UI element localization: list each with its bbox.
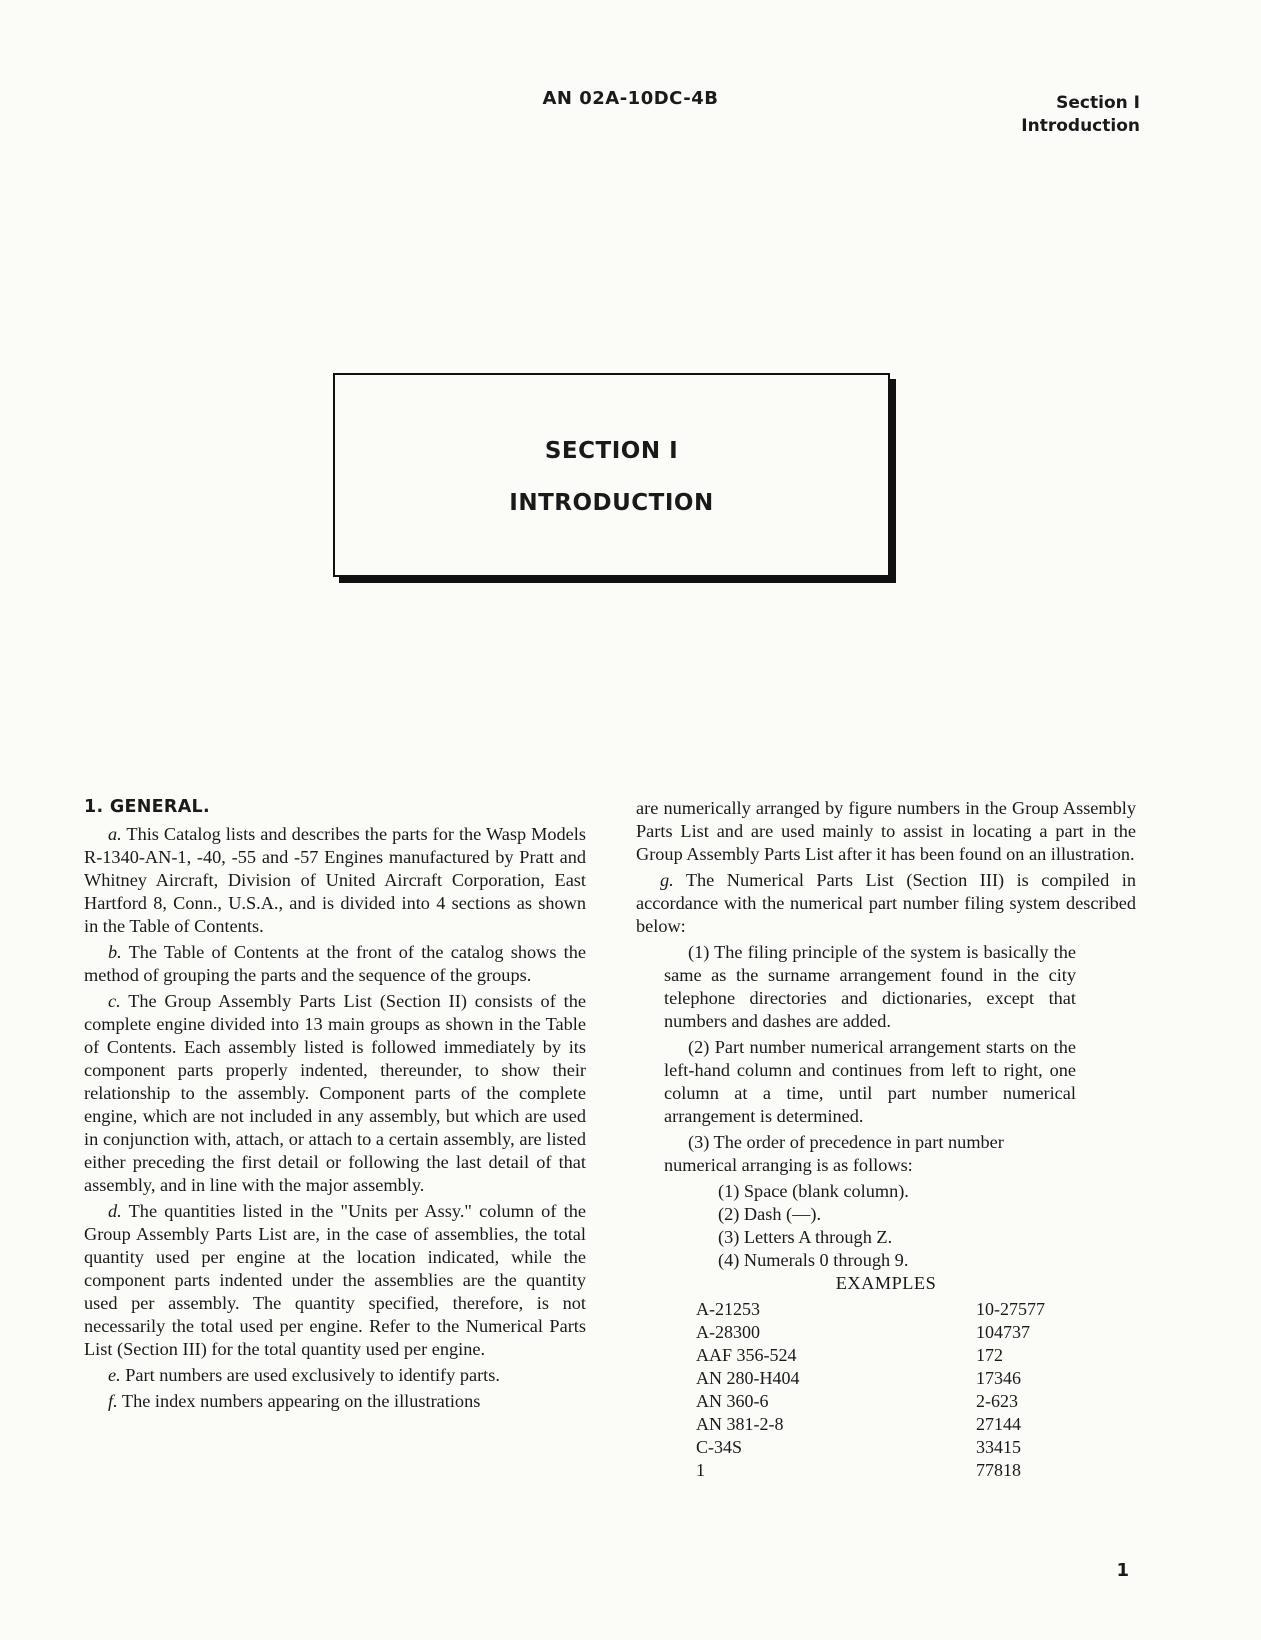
paragraph-g2: (2) Part number numerical arrangement starts on the left-hand column and continues from left to right, one column at a time, until part number numerical arrangement is determined. bbox=[664, 1037, 1076, 1126]
example-right: 77818 bbox=[976, 1460, 1021, 1480]
paragraph-c-letter: c. bbox=[108, 991, 121, 1011]
running-header-section: Section I bbox=[1056, 93, 1140, 113]
table-row bbox=[636, 1413, 1136, 1436]
running-header bbox=[1021, 92, 1140, 138]
example-left: AN 360-6 bbox=[696, 1391, 769, 1411]
paragraph-f bbox=[84, 1390, 586, 1413]
paragraph-b bbox=[84, 941, 586, 987]
example-right: 10-27577 bbox=[976, 1299, 1045, 1319]
table-row bbox=[636, 1390, 1136, 1413]
paragraph-g-text: The Numerical Parts List (Section III) is compiled in accordance with the numerical part number filing system described below: bbox=[636, 870, 1136, 936]
example-left: AN 381-2-8 bbox=[696, 1414, 784, 1434]
running-header-title: Introduction bbox=[1021, 116, 1140, 136]
table-row bbox=[636, 1367, 1136, 1390]
precedence-item: (3) Letters A through Z. bbox=[718, 1227, 893, 1247]
paragraph-e-text: Part numbers are used exclusively to identify parts. bbox=[120, 1365, 500, 1385]
table-row bbox=[636, 1298, 1136, 1321]
precedence-item: (4) Numerals 0 through 9. bbox=[718, 1250, 909, 1270]
precedence-list bbox=[718, 1180, 1136, 1272]
example-right: 27144 bbox=[976, 1414, 1021, 1434]
paragraph-a-letter: a. bbox=[108, 824, 122, 844]
precedence-item: (1) Space (blank column). bbox=[718, 1181, 909, 1201]
paragraph-g1: (1) The filing principle of the system is basically the same as the surname arrangement found in the city telephone directories and dictionaries, except that numbers and dashes are added. bbox=[664, 942, 1076, 1031]
paragraph-d-letter: d. bbox=[108, 1201, 122, 1221]
paragraph-d bbox=[84, 1200, 586, 1361]
paragraph-a-text: This Catalog lists and describes the parts for the Wasp Models R-1340-AN-1, -40, -55 and -57 Engines manufactured by Pratt and Whitney Aircraft, Division of United Aircraft Corporation, East Hartford 8, Conn., U.S.A., and is divided into 4 sections as shown in the Table of Contents. bbox=[84, 824, 586, 936]
example-right: 2-623 bbox=[976, 1391, 1018, 1411]
example-left: AAF 356-524 bbox=[696, 1345, 797, 1365]
example-left: A-21253 bbox=[696, 1299, 760, 1319]
paragraph-c-text: The Group Assembly Parts List (Section II) consists of the complete engine divided into 13 main groups as shown in the Table of Contents. Each assembly listed is followed immediately by its component parts properly indented, thereunder, to show their relationship to the assembly. Component parts of the complete engine, which are not included in any assembly, but which are used in conjunction with, attach, or attach to a certain assembly, are listed either preceding the first detail or following the last detail of that assembly, and in line with the major assembly. bbox=[84, 991, 586, 1195]
paragraph-e-letter: e. bbox=[108, 1365, 121, 1385]
section-title-name: INTRODUCTION bbox=[509, 490, 714, 516]
paragraph-c bbox=[84, 990, 586, 1197]
example-right: 172 bbox=[976, 1345, 1003, 1365]
table-row bbox=[636, 1321, 1136, 1344]
paragraph-g bbox=[636, 869, 1136, 938]
precedence-item: (2) Dash (—). bbox=[718, 1204, 822, 1224]
section-title-number: SECTION I bbox=[544, 438, 679, 464]
example-right: 104737 bbox=[976, 1322, 1030, 1342]
page-number: 1 bbox=[1116, 1560, 1129, 1581]
paragraph-g-letter: g. bbox=[660, 870, 674, 890]
example-left: A-28300 bbox=[696, 1322, 760, 1342]
section-title-box bbox=[333, 373, 890, 577]
example-left: 1 bbox=[696, 1460, 705, 1480]
table-row bbox=[636, 1436, 1136, 1459]
table-row bbox=[636, 1344, 1136, 1367]
paragraph-f-text: The index numbers appearing on the illustrations bbox=[117, 1391, 481, 1411]
examples-table bbox=[636, 1298, 1136, 1482]
paragraph-g3: (3) The order of precedence in part number numerical arranging is as follows: bbox=[664, 1132, 1004, 1175]
right-column bbox=[636, 797, 1136, 1482]
example-right: 17346 bbox=[976, 1368, 1021, 1388]
paragraph-b-letter: b. bbox=[108, 942, 122, 962]
paragraph-f-continued: are numerically arranged by figure numbers in the Group Assembly Parts List and are used mainly to assist in locating a part in the Group Assembly Parts List after it has been found on an illustration. bbox=[636, 798, 1136, 864]
paragraph-d-text: The quantities listed in the "Units per Assy." column of the Group Assembly Parts List are, in the case of assemblies, the total quantity used per engine at the location indicated, while the component parts indented under the assemblies are the quantity used per assembly. The quantity specified, therefore, is not necessarily the total used per engine. Refer to the Numerical Parts List (Section III) for the total quantity used per engine. bbox=[84, 1201, 586, 1359]
example-right: 33415 bbox=[976, 1437, 1021, 1457]
example-left: C-34S bbox=[696, 1437, 743, 1457]
examples-title: EXAMPLES bbox=[835, 1273, 937, 1293]
document-number: AN 02A-10DC-4B bbox=[542, 88, 719, 109]
paragraph-b-text: The Table of Contents at the front of the catalog shows the method of grouping the parts and the sequence of the groups. bbox=[84, 942, 586, 985]
left-column bbox=[84, 796, 586, 1416]
paragraph-f-letter: f. bbox=[108, 1391, 118, 1411]
example-left: AN 280-H404 bbox=[696, 1368, 800, 1388]
paragraph-a bbox=[84, 823, 586, 938]
table-row bbox=[636, 1459, 1136, 1482]
general-heading: 1. GENERAL. bbox=[84, 797, 210, 817]
paragraph-e bbox=[84, 1364, 586, 1387]
